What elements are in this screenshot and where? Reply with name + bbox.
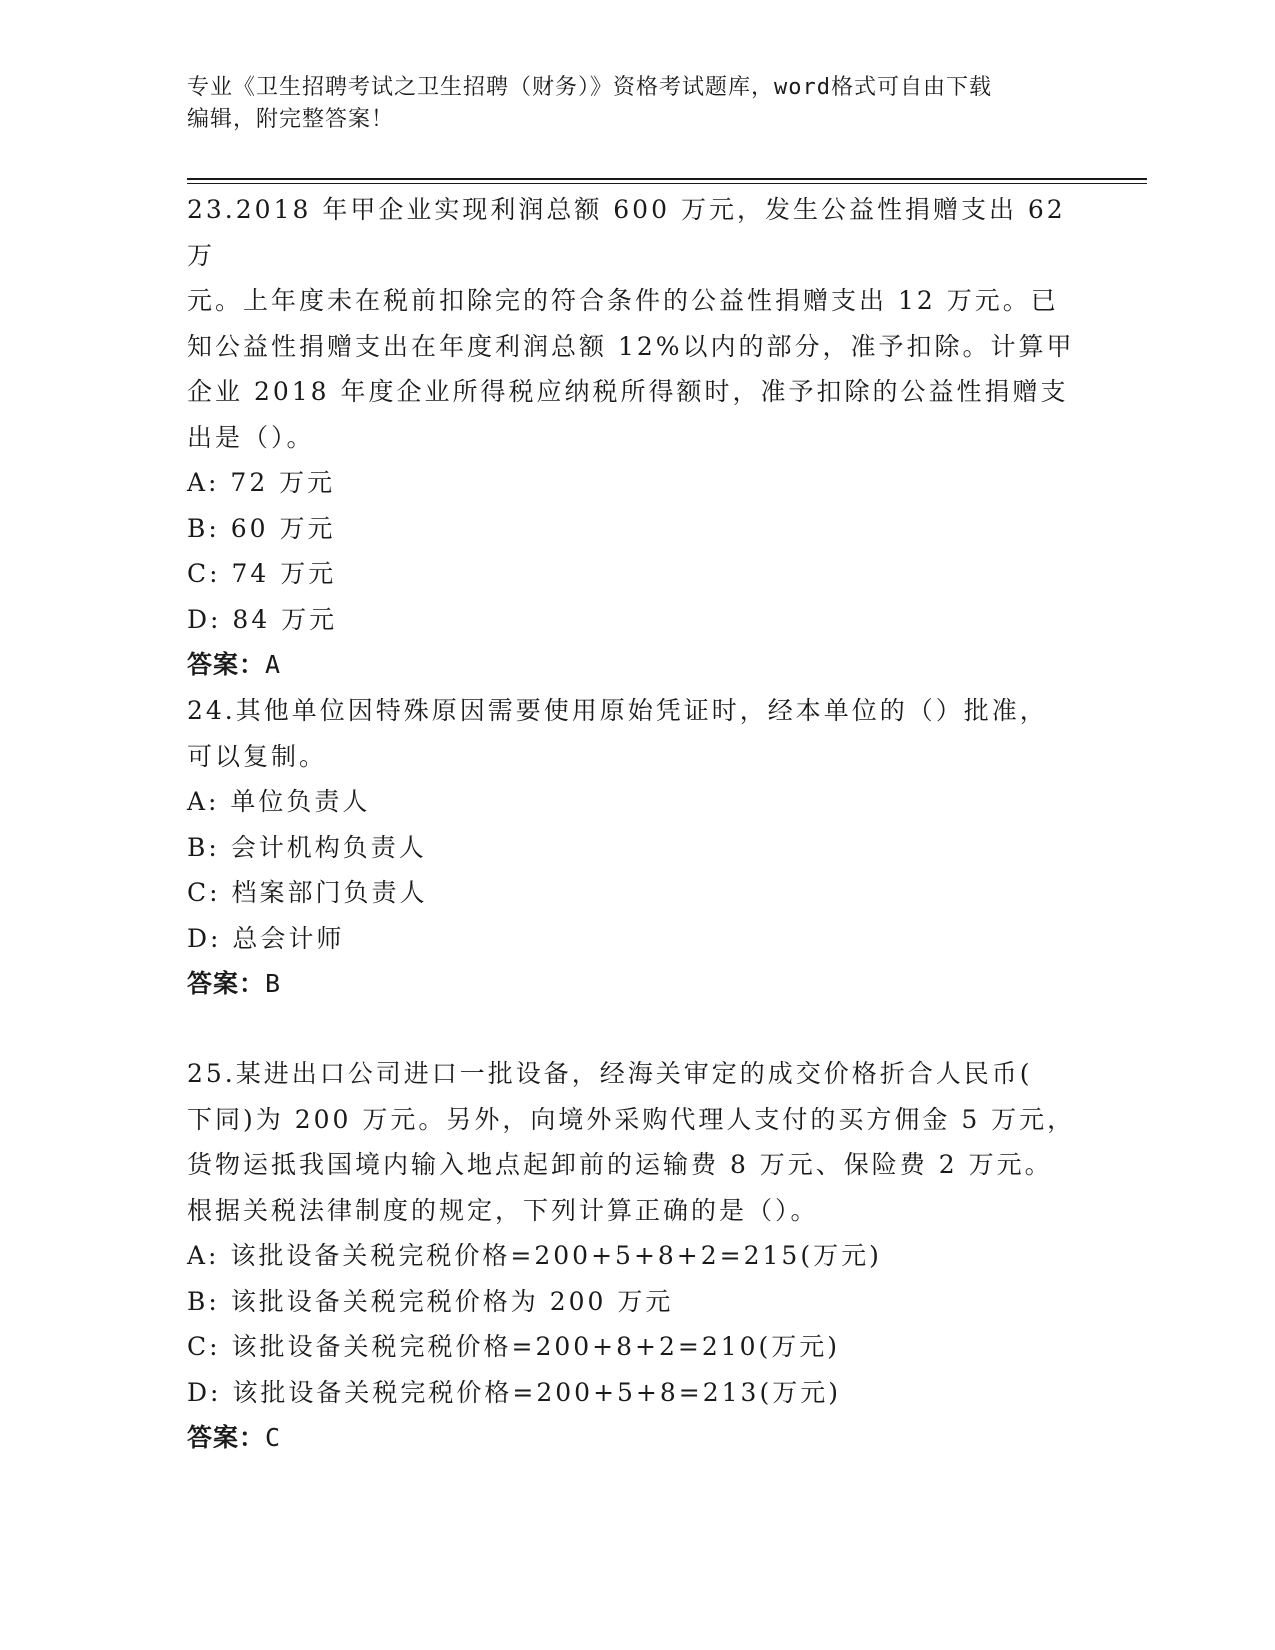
question-stem-line: 元。上年度未在税前扣除完的符合条件的公益性捐赠支出 12 万元。已 xyxy=(187,286,1059,315)
option-d: D: 该批设备关税完税价格=200+5+8=213(万元) xyxy=(187,1377,841,1407)
option-d: D: 总会计师 xyxy=(187,923,345,953)
question-23 xyxy=(187,187,1087,688)
question-stem-line: 24.其他单位因特殊原因需要使用原始凭证时，经本单位的（）批准， xyxy=(187,696,1048,725)
option-b: B: 会计机构负责人 xyxy=(187,832,427,862)
header-divider-thick xyxy=(187,178,1147,180)
answer-label: 答案： xyxy=(187,650,266,679)
option-c: C: 该批设备关税完税价格=200+8+2=210(万元) xyxy=(187,1332,841,1361)
question-stem-line: 知公益性捐赠支出在年度利润总额 12%以内的部分，准予扣除。计算甲 xyxy=(187,331,1075,361)
question-24 xyxy=(187,688,1087,1007)
option-a: A: 该批设备关税完税价格=200+5+8+2=215(万元) xyxy=(187,1241,882,1270)
option-b: B: 60 万元 xyxy=(187,513,336,543)
header-line-1: 专业《卫生招聘考试之卫生招聘（财务）》资格考试题库，word格式可自由下载 xyxy=(187,75,992,100)
question-stem-line: 根据关税法律制度的规定，下列计算正确的是（）。 xyxy=(187,1195,819,1225)
question-25 xyxy=(187,1051,1087,1461)
question-stem-line: 货物运抵我国境内输入地点起卸前的运输费 8 万元、保险费 2 万元。 xyxy=(187,1150,1053,1179)
question-stem-line: 可以复制。 xyxy=(187,741,328,771)
question-stem-line: 23.2018 年甲企业实现利润总额 600 万元，发生公益性捐赠支出 62 万 xyxy=(187,195,1066,270)
header-line-2: 编辑，附完整答案！ xyxy=(187,107,395,132)
answer-label: 答案： xyxy=(187,1423,266,1452)
answer-value: A xyxy=(265,650,282,679)
option-d: D: 84 万元 xyxy=(187,604,338,634)
answer-value: C xyxy=(265,1423,282,1452)
answer-value: B xyxy=(265,969,282,998)
question-stem-line: 出是（）。 xyxy=(187,422,315,452)
answer-line xyxy=(187,642,1087,688)
option-c: C: 档案部门负责人 xyxy=(187,878,428,907)
answer-label: 答案： xyxy=(187,969,266,998)
document-header xyxy=(187,72,1067,136)
option-b: B: 该批设备关税完税价格为 200 万元 xyxy=(187,1286,674,1316)
question-stem-line: 企业 2018 年度企业所得税应纳税所得额时，准予扣除的公益性捐赠支 xyxy=(187,377,1069,406)
question-stem-line: 下同)为 200 万元。另外，向境外采购代理人支付的买方佣金 5 万元， xyxy=(187,1104,1076,1134)
header-divider-thin xyxy=(187,183,1147,184)
option-a: A: 72 万元 xyxy=(187,468,336,497)
question-stem-line: 25.某进出口公司进口一批设备，经海关审定的成交价格折合人民币( xyxy=(187,1059,1033,1088)
option-a: A: 单位负责人 xyxy=(187,787,371,816)
answer-line xyxy=(187,1415,1087,1461)
option-c: C: 74 万元 xyxy=(187,559,337,588)
answer-line xyxy=(187,961,1087,1007)
